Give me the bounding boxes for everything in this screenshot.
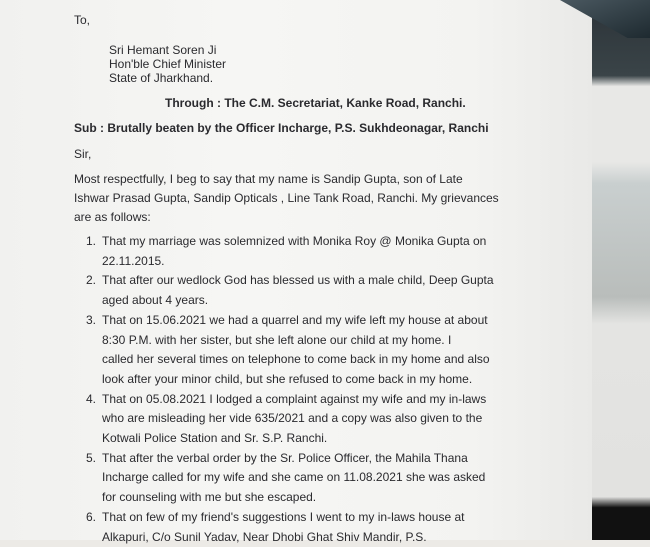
- item-line: That my marriage was solemnized with Monika Roy @ Monika Gupta on: [102, 234, 487, 248]
- item-number: 6.: [86, 509, 97, 524]
- item-line: for counseling with me but she escaped.: [102, 490, 317, 505]
- item-text: [102, 311, 490, 390]
- item-line: That after the verbal order by the Sr. Police Officer, the Mahila Thana: [102, 450, 468, 465]
- list-item: [86, 311, 584, 390]
- item-text: [102, 390, 486, 449]
- addressee-state: State of Jharkhand.: [109, 71, 214, 85]
- item-line: who are misleading her vide 635/2021 and a copy was also given to the: [102, 411, 483, 426]
- list-item: [86, 449, 584, 508]
- addressee-block: [109, 43, 584, 85]
- item-text: [102, 271, 494, 310]
- intro-line: Ishwar Prasad Gupta, Sandip Opticals , Line Tank Road, Ranchi. My grievances: [74, 191, 499, 205]
- item-line: 22.11.2015.: [102, 253, 165, 268]
- background-surface: [592, 0, 650, 540]
- intro-line: are as follows:: [74, 210, 151, 224]
- item-number: 4.: [86, 391, 97, 406]
- item-line: That on few of my friend's suggestions I went to my in-laws house at: [102, 509, 465, 524]
- item-line: Kotwali Police Station and Sr. S.P. Ranchi.: [102, 431, 328, 446]
- item-line: Incharge called for my wife and she came on 11.08.2021 she was asked: [102, 470, 486, 485]
- addressee-name: Sri Hemant Soren Ji: [109, 43, 217, 57]
- addressee-title: Hon'ble Chief Minister: [109, 57, 227, 71]
- subject-line: Sub : Brutally beaten by the Officer Incharge, P.S. Sukhdeonagar, Ranchi: [74, 121, 489, 135]
- letter-body: [74, 13, 584, 547]
- intro-paragraph: [74, 170, 584, 227]
- item-line: look after your minor child, but she refused to come back in my home.: [102, 371, 473, 386]
- item-line: That on 15.06.2021 we had a quarrel and my wife left my house at about: [102, 312, 488, 327]
- item-line: That after our wedlock God has blessed us with a male child, Deep Gupta: [102, 273, 494, 288]
- item-line: 8:30 P.M. with her sister, but she left alone our child at my home. I: [102, 332, 452, 347]
- item-number: 1.: [86, 234, 97, 248]
- item-line: That on 05.08.2021 I lodged a complaint against my wife and my in-laws: [102, 391, 487, 406]
- through-line: Through : The C.M. Secretariat, Kanke Road, Ranchi.: [165, 96, 466, 110]
- item-number: 2.: [86, 273, 97, 288]
- list-item: [86, 232, 584, 271]
- list-item: [86, 271, 584, 310]
- item-number: 5.: [86, 450, 97, 465]
- item-text: [102, 508, 464, 547]
- to-label: To,: [74, 13, 91, 27]
- list-item: [86, 508, 584, 547]
- item-line: aged about 4 years.: [102, 293, 209, 308]
- list-item: [86, 390, 584, 449]
- greeting: Sir,: [74, 147, 92, 161]
- item-number: 3.: [86, 312, 97, 327]
- grievance-list: [74, 232, 584, 547]
- item-line: called her several times on telephone to come back in my home and also: [102, 352, 490, 367]
- item-text: [102, 449, 485, 508]
- intro-line: Most respectfully, I beg to say that my name is Sandip Gupta, son of Late: [74, 172, 463, 186]
- item-line: Alkapuri, C/o Sunil Yadav, Near Dhobi Ghat Shiv Mandir, P.S.: [102, 529, 427, 544]
- item-text: [102, 232, 486, 271]
